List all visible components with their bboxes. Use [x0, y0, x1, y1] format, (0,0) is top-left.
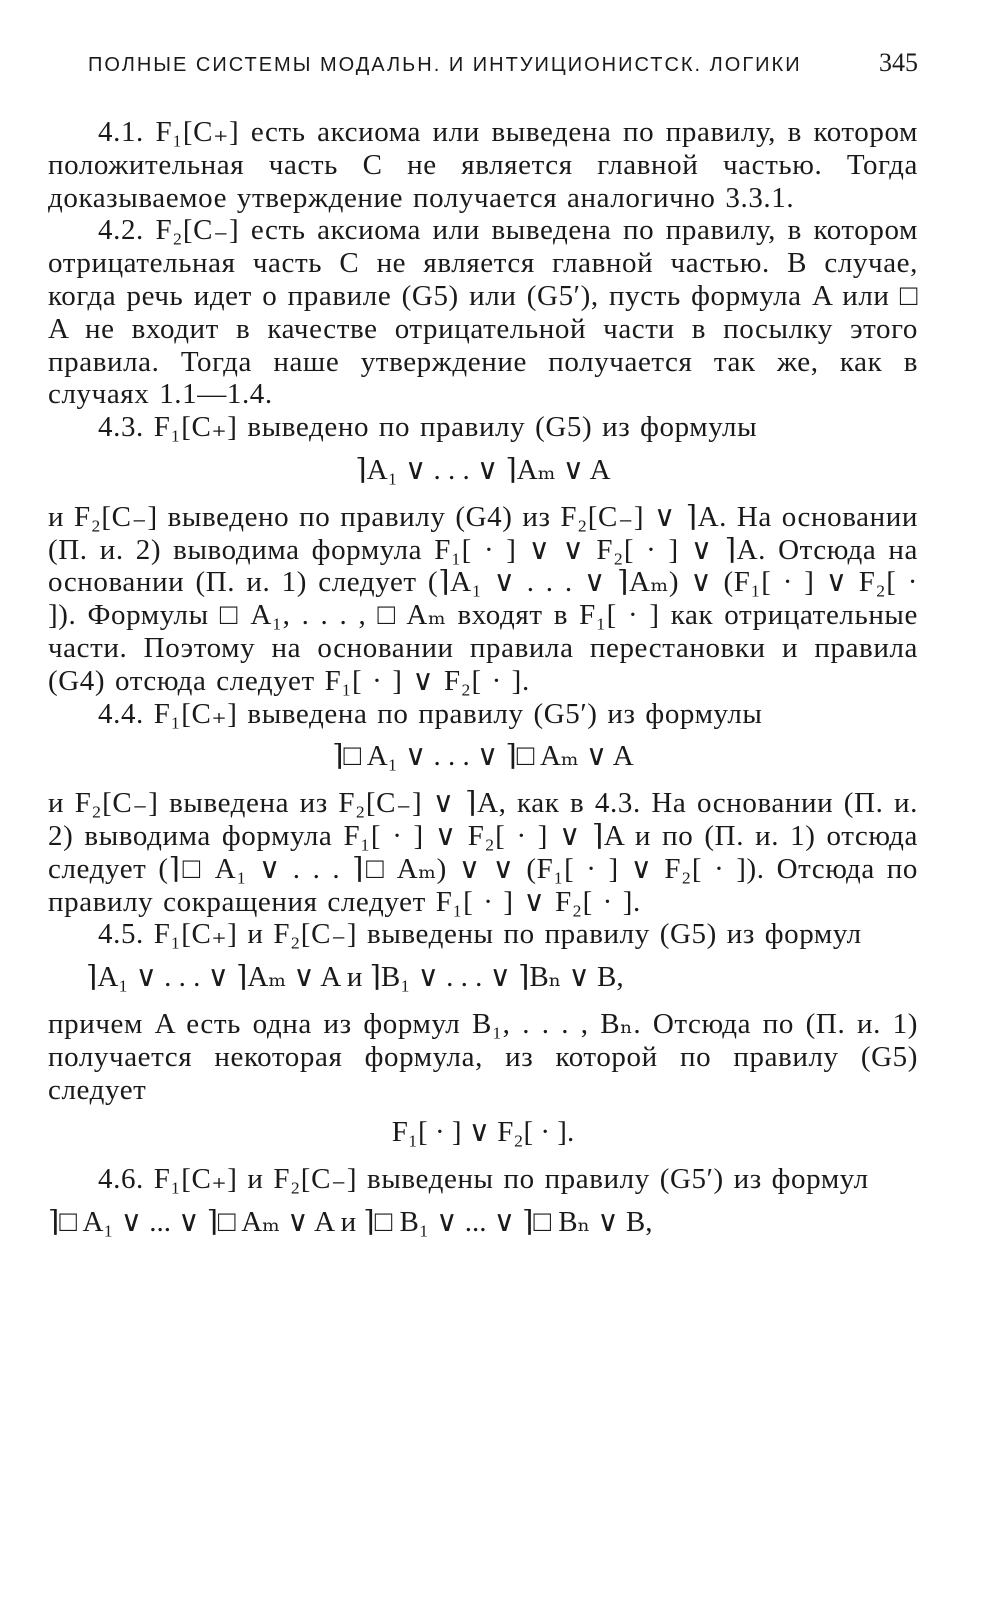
- formula-4-4: ⌉□ A₁ ∨ . . . ∨ ⌉□ Aₘ ∨ A: [332, 740, 634, 773]
- header-title: ПОЛНЫЕ СИСТЕМЫ МОДАЛЬН. И ИНТУИЦИОНИСТСК. ЛОГИКИ: [88, 54, 802, 76]
- formula-4-3: ⌉A₁ ∨ . . . ∨ ⌉Aₘ ∨ A: [355, 453, 611, 486]
- paragraph-4-1: 4.1. F₁[C₊] есть аксиома или выведена по правилу, в котором положительная часть C не является главной частью. Тогда доказываемое утверждение получается аналогично 3.3.1.: [48, 116, 918, 214]
- paragraph-4-3: 4.3. F₁[C₊] выведено по правилу (G5) из формулы: [98, 411, 758, 444]
- paragraph-4-3-continued: и F₂[C₋] выведено по правилу (G4) из F₂[C₋] ∨ ⌉A. На основании (П. и. 2) выводима формула F₁[ · ] ∨ ∨ F₂[ · ] ∨ ⌉A. Отсюда на основании (П. и. 1) следует (⌉A₁ ∨ . . . ∨ ⌉Aₘ) ∨ (F₁[ · ] ∨ F₂[ · ]). Формулы □ A₁, . . . , □ Aₘ входят в F₁[ · ] как отрицательные части. Поэтому на основании правила перестановки и правила (G4) отсюда следует F₁[ · ] ∨ F₂[ · ].: [48, 500, 918, 697]
- paragraph-4-4: 4.4. F₁[C₊] выведена по правилу (G5′) из формулы: [98, 697, 763, 730]
- page: [48, 48, 918, 1253]
- paragraph-4-4-continued: и F₂[C₋] выведена из F₂[C₋] ∨ ⌉A, как в 4.3. На основании (П. и. 2) выводима формула F₁[ · ] ∨ F₂[ · ] ∨ ⌉A и по (П. и. 1) отсюда следует (⌉□ A₁ ∨ . . . ⌉□ Aₘ) ∨ ∨ (F₁[ · ] ∨ F₂[ · ]). Отсюда по правилу сокращения следует F₁[ · ] ∨ F₂[ · ].: [48, 787, 918, 918]
- paragraph-4-5: 4.5. F₁[C₊] и F₂[C₋] выведены по правилу (G5) из формул: [98, 918, 862, 951]
- paragraph-4-6: 4.6. F₁[C₊] и F₂[C₋] выведены по правилу (G5′) из формул: [98, 1163, 869, 1196]
- paragraph-4-2: 4.2. F₂[C₋] есть аксиома или выведена по правилу, в котором отрицательная часть C не является главной частью. В случае, когда речь идет о правиле (G5) или (G5′), пусть формула A или □ A не входит в качестве отрицательной части в посылку этого правила. Тогда наше утверждение получается так же, как в случаях 1.1—1.4.: [48, 214, 918, 411]
- formula-4-5: ⌉A₁ ∨ . . . ∨ ⌉Aₘ ∨ A и ⌉B₁ ∨ . . . ∨ ⌉Bₙ ∨ B,: [86, 961, 624, 994]
- formula-4-6: ⌉□ A₁ ∨ ... ∨ ⌉□ Aₘ ∨ A и ⌉□ B₁ ∨ ... ∨ ⌉□ Bₙ ∨ B,: [48, 1205, 653, 1238]
- page-number: 345: [879, 48, 918, 77]
- running-header: [88, 48, 918, 78]
- formula-4-5-result: F₁[ · ] ∨ F₂[ · ].: [391, 1116, 575, 1149]
- paragraph-4-5-continued: причем A есть одна из формул B₁, . . . , Bₙ. Отсюда по (П. и. 1) получается некоторая формула, из которой по правилу (G5) следует: [48, 1007, 918, 1106]
